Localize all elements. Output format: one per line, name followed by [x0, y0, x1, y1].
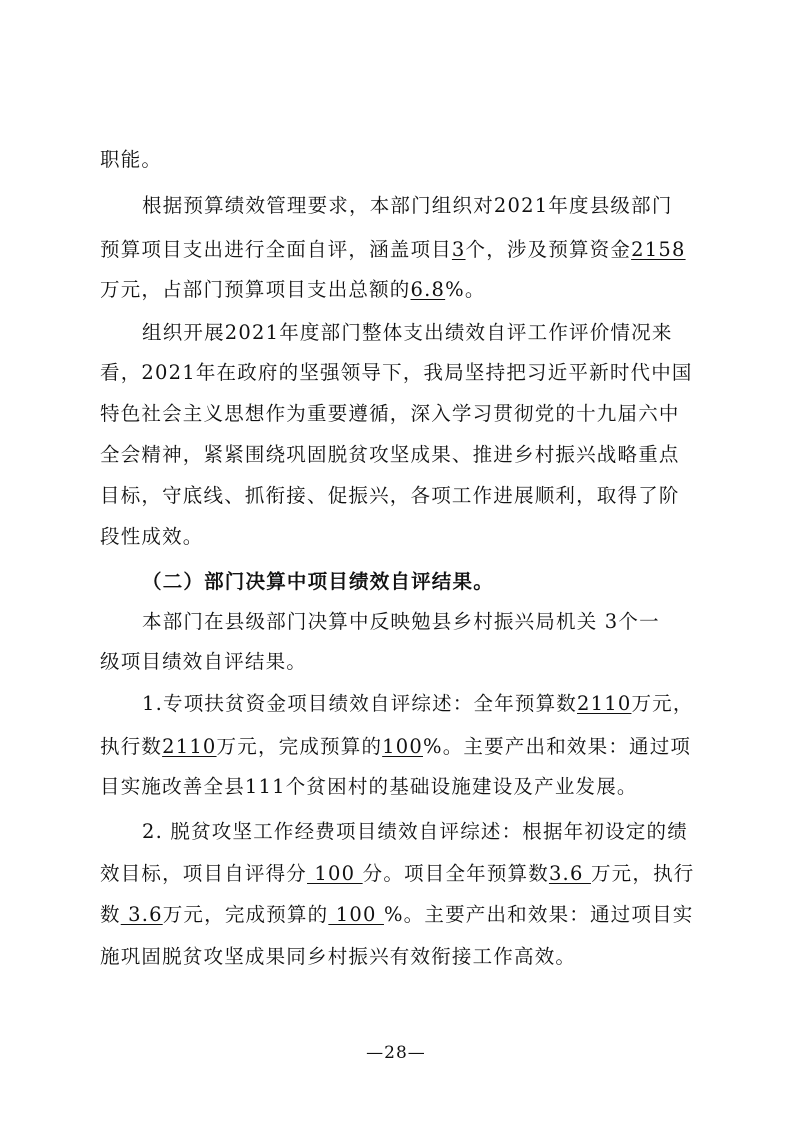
- text: 1.专项扶贫资金项目绩效自评综述：全年预算数: [142, 692, 578, 715]
- paragraph-line: [100, 648, 307, 676]
- text: 万元，执行: [590, 862, 695, 885]
- completion-rate-value: 100: [382, 735, 423, 758]
- text: 本部门在县级部门决算中反映勉县乡村振兴局机关 3个一: [142, 610, 660, 633]
- text: （二）部门决算中项目绩效自评结果。: [142, 570, 494, 593]
- text: 看，2021年在政府的坚强领导下，我局坚持把习近平新时代中国: [100, 361, 693, 384]
- text: 全会精神，紧紧围绕巩固脱贫攻坚成果、推进乡村振兴战略重点: [100, 443, 680, 466]
- text: 万元，完成预算的: [162, 903, 329, 926]
- paragraph-line: [100, 482, 680, 510]
- text: 数: [100, 903, 121, 926]
- text: %。主要产出和效果：通过项: [422, 735, 692, 758]
- paragraph-line: [100, 400, 680, 428]
- text: 级项目绩效自评结果。: [100, 650, 308, 673]
- paragraph-line: [142, 608, 660, 636]
- paragraph-line: [100, 146, 162, 174]
- text: 效目标，项目自评得分: [100, 862, 308, 885]
- text: 分。项目全年预算数: [362, 862, 549, 885]
- annual-budget-value: 3.6: [548, 862, 591, 885]
- text: 特色社会主义思想作为重要遵循，深入学习贯彻党的十九届六中: [100, 402, 680, 425]
- paragraph-line: [142, 319, 673, 347]
- paragraph-line: [142, 192, 673, 220]
- annual-budget-value: 2110: [577, 692, 632, 715]
- paragraph-line: [100, 943, 576, 971]
- text: 个，涉及预算资金: [465, 238, 632, 261]
- executed-amount-value: 3.6: [120, 903, 163, 926]
- text: 施巩固脱贫攻坚成果同乡村振兴有效衔接工作高效。: [100, 945, 577, 968]
- text: 目实施改善全县111个贫困村的基础设施建设及产业发展。: [100, 775, 638, 798]
- text: %。主要产出和效果：通过项目实: [383, 903, 694, 926]
- text: 万元，: [631, 692, 694, 715]
- project-count-value: 3: [451, 238, 466, 261]
- paragraph-line: [142, 818, 688, 846]
- paragraph-line: [100, 860, 694, 888]
- paragraph-line: [100, 901, 693, 929]
- executed-amount-value: 2110: [162, 735, 217, 758]
- section-heading: [142, 568, 494, 596]
- text: 段性成效。: [100, 525, 204, 548]
- paragraph-line: [100, 733, 691, 761]
- budget-amount-value: 2158: [631, 238, 686, 261]
- text: 万元，占部门预算项目支出总额的: [100, 278, 411, 301]
- text: 职能。: [100, 148, 163, 171]
- text: 根据预算绩效管理要求，本部门组织对2021年度县级部门: [142, 194, 673, 217]
- completion-rate-value: 100: [328, 903, 384, 926]
- text: 万元，完成预算的: [216, 735, 383, 758]
- text: %。: [445, 278, 486, 301]
- budget-share-value: 6.8: [410, 278, 446, 301]
- text: 执行数: [100, 735, 163, 758]
- text: 2. 脱贫攻坚工作经费项目绩效自评综述：根据年初设定的绩: [142, 820, 688, 843]
- paragraph-line: [100, 276, 486, 304]
- paragraph-line: [100, 359, 693, 387]
- text: 组织开展2021年度部门整体支出绩效自评工作评价情况来: [142, 321, 673, 344]
- self-score-value: 100: [307, 862, 363, 885]
- paragraph-line: [100, 236, 686, 264]
- paragraph-line: [100, 773, 638, 801]
- page-number: —28—: [366, 1043, 426, 1063]
- text: 预算项目支出进行全面自评，涵盖项目: [100, 238, 452, 261]
- paragraph-line: [142, 690, 694, 718]
- paragraph-line: [100, 523, 204, 551]
- paragraph-line: [100, 441, 680, 469]
- text: 目标，守底线、抓衔接、促振兴，各项工作进展顺利，取得了阶: [100, 484, 680, 507]
